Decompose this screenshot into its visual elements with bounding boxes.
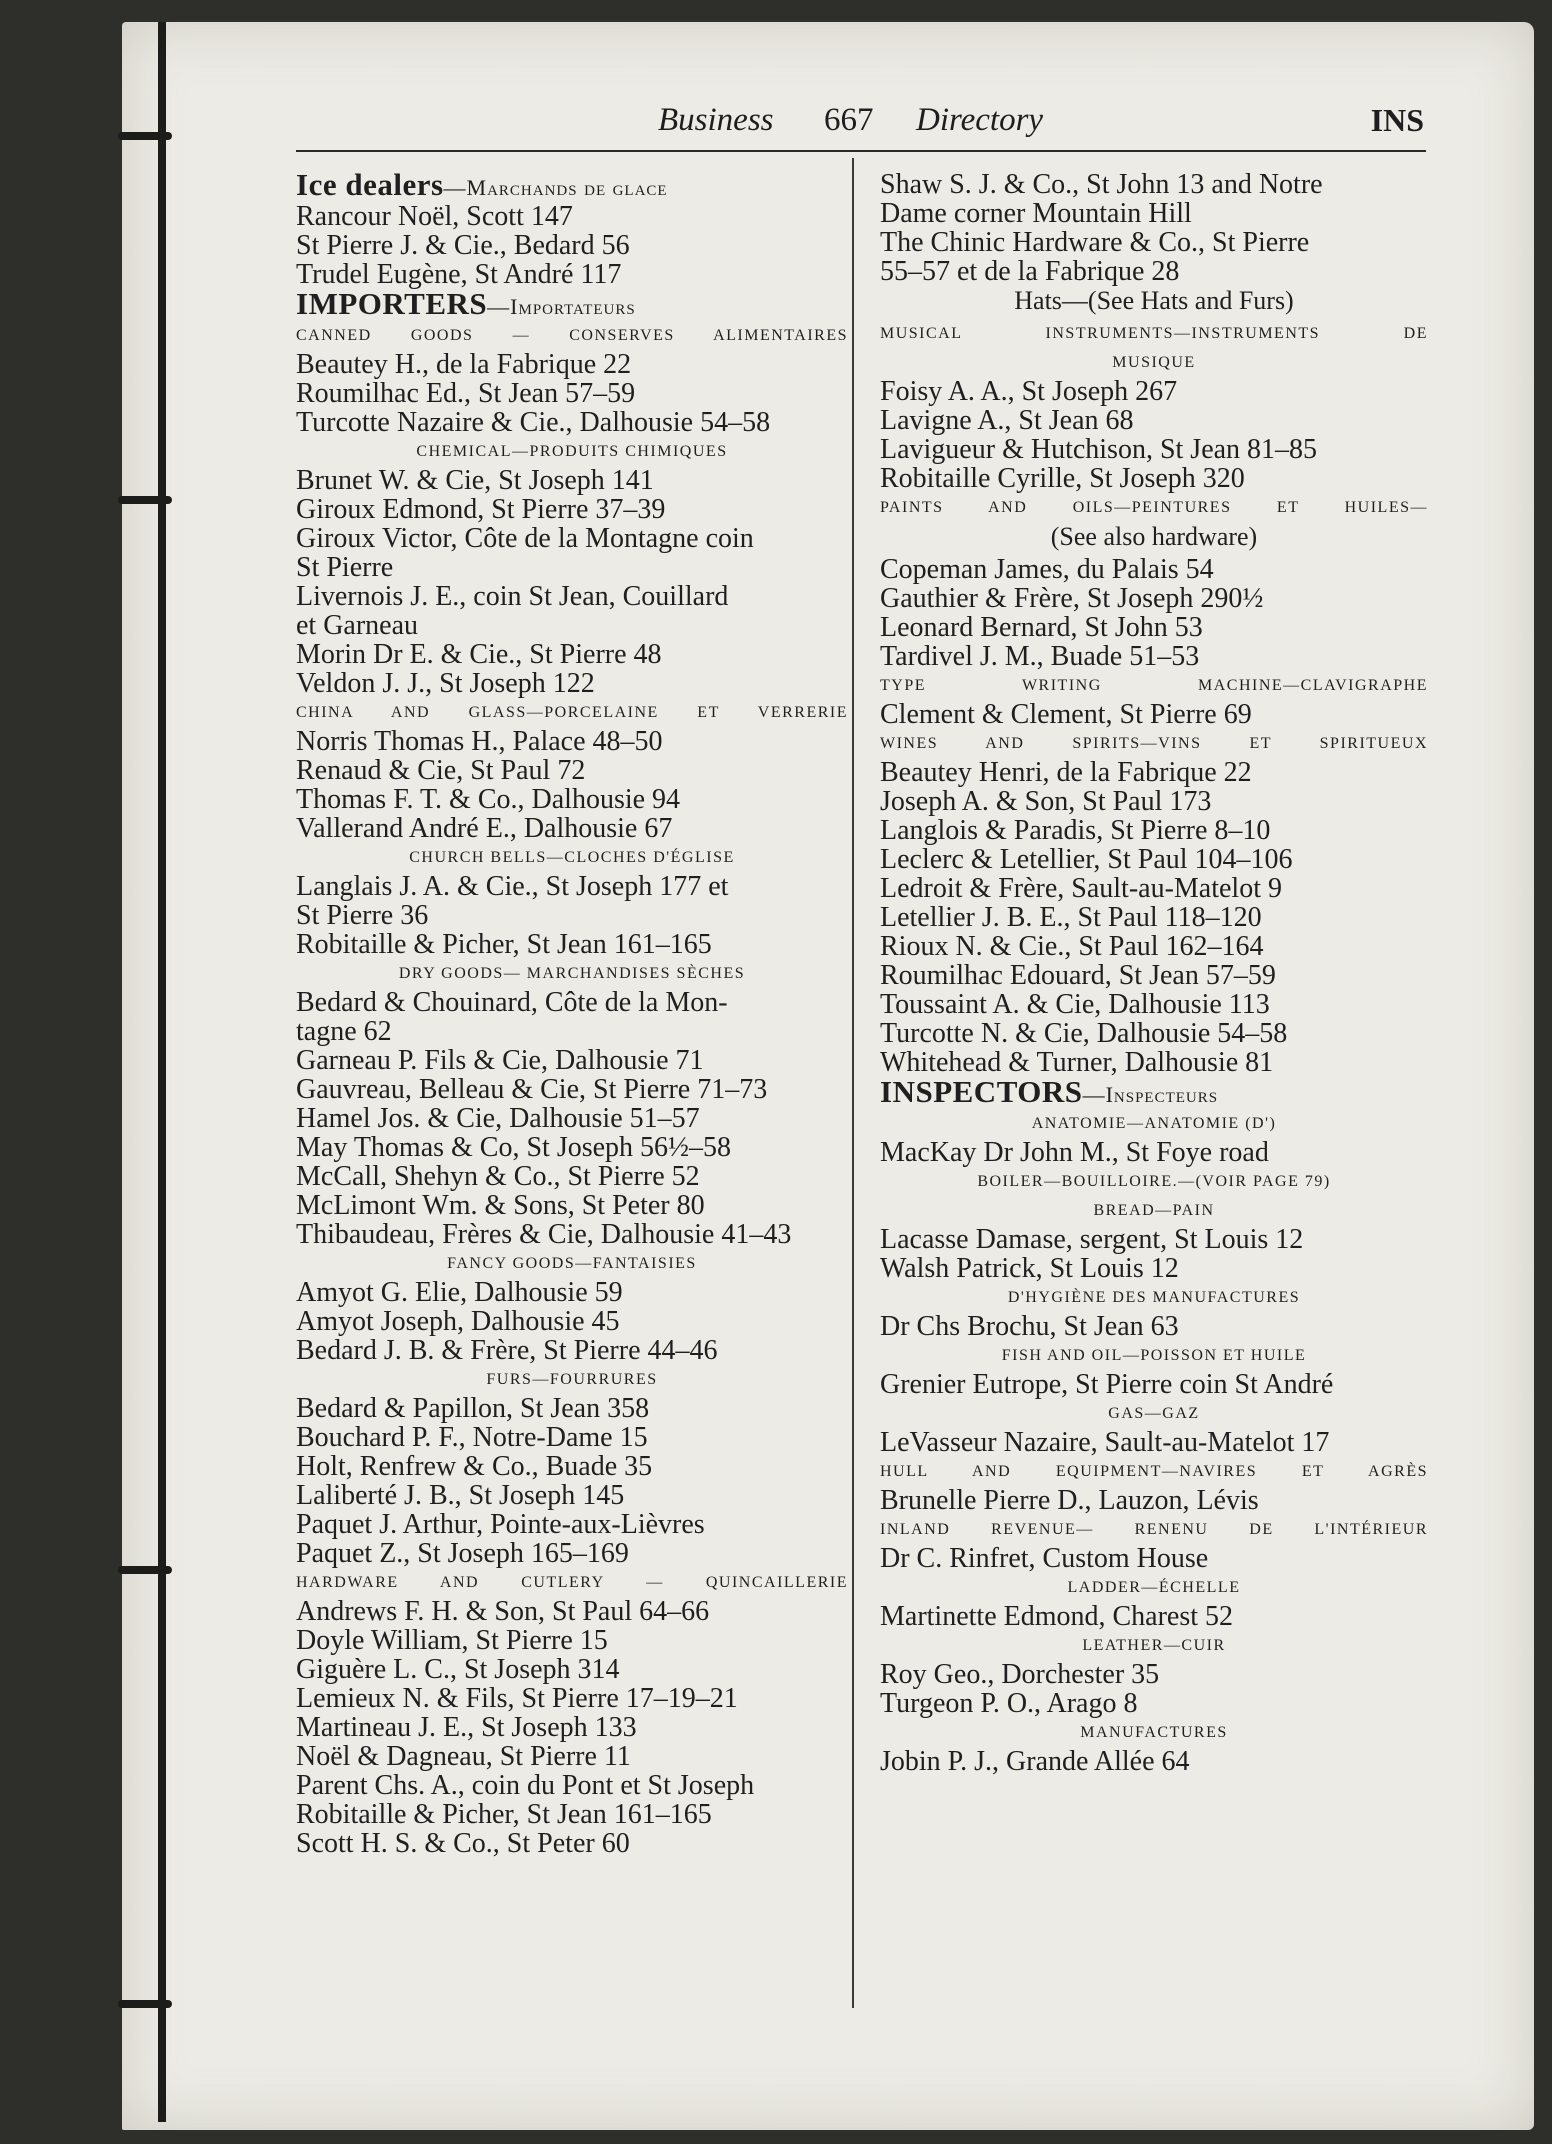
directory-entry: Langlais J. A. & Cie., St Joseph 177 et bbox=[296, 871, 729, 902]
section-heading bbox=[296, 167, 848, 202]
directory-entry: Doyle William, St Pierre 15 bbox=[296, 1625, 608, 1656]
directory-entry: Turgeon P. O., Arago 8 bbox=[880, 1688, 1138, 1719]
directory-entry: Robitaille Cyrille, St Joseph 320 bbox=[880, 463, 1245, 494]
section-heading-french: —Importateurs bbox=[487, 294, 636, 319]
directory-entry: Turcotte N. & Cie, Dalhousie 54–58 bbox=[880, 1018, 1288, 1049]
directory-entry: Turcotte Nazaire & Cie., Dalhousie 54–58 bbox=[296, 407, 771, 438]
directory-entry: LeVasseur Nazaire, Sault-au-Matelot 17 bbox=[880, 1427, 1330, 1458]
directory-entry: Bedard & Papillon, St Jean 358 bbox=[296, 1393, 650, 1424]
directory-entry: Whitehead & Turner, Dalhousie 81 bbox=[880, 1047, 1274, 1078]
left-column bbox=[296, 167, 848, 1859]
directory-entry: Livernois J. E., coin St Jean, Couillard bbox=[296, 581, 729, 612]
directory-entry: Veldon J. J., St Joseph 122 bbox=[296, 668, 595, 699]
directory-entry: Tardivel J. M., Buade 51–53 bbox=[880, 641, 1200, 672]
directory-entry: McCall, Shehyn & Co., St Pierre 52 bbox=[296, 1161, 700, 1192]
binding-staple bbox=[118, 2000, 172, 2008]
section-heading-french: —Inspecteurs bbox=[1082, 1082, 1219, 1107]
directory-entry: Giroux Edmond, St Pierre 37–39 bbox=[296, 494, 666, 525]
directory-entry: Amyot G. Elie, Dalhousie 59 bbox=[296, 1277, 623, 1308]
binding-staple bbox=[118, 496, 172, 504]
running-header bbox=[296, 96, 1428, 150]
category-subheading: FISH AND OIL—POISSON ET HUILE bbox=[1001, 1347, 1307, 1364]
category-subheading: TYPE WRITING MACHINE—CLAVIGRAPHE bbox=[880, 677, 1428, 694]
category-subheading: MANUFACTURES bbox=[1080, 1724, 1228, 1741]
directory-entry: Roumilhac Edouard, St Jean 57–59 bbox=[880, 960, 1276, 991]
directory-entry: Laliberté J. B., St Joseph 145 bbox=[296, 1480, 625, 1511]
directory-entry: St Pierre J. & Cie., Bedard 56 bbox=[296, 230, 630, 261]
category-subheading: LEATHER—CUIR bbox=[1082, 1637, 1226, 1654]
directory-entry: Roy Geo., Dorchester 35 bbox=[880, 1659, 1160, 1690]
category-subheading: PAINTS AND OILS—PEINTURES ET HUILES— bbox=[880, 499, 1428, 516]
category-subheading: GAS—GAZ bbox=[1108, 1405, 1200, 1422]
directory-entry: Paquet J. Arthur, Pointe-aux-Lièvres bbox=[296, 1509, 705, 1540]
header-rule bbox=[296, 150, 1426, 152]
entry-continuation: tagne 62 bbox=[296, 1016, 392, 1047]
binding-staple bbox=[118, 132, 172, 140]
directory-entry: Giguère L. C., St Joseph 314 bbox=[296, 1654, 620, 1685]
directory-entry: Scott H. S. & Co., St Peter 60 bbox=[296, 1828, 630, 1859]
directory-entry: Copeman James, du Palais 54 bbox=[880, 554, 1214, 585]
directory-entry: Bedard J. B. & Frère, St Pierre 44–46 bbox=[296, 1335, 718, 1366]
entry-continuation: et Garneau bbox=[296, 610, 419, 641]
directory-entry: MacKay Dr John M., St Foye road bbox=[880, 1137, 1269, 1168]
directory-entry: Roumilhac Ed., St Jean 57–59 bbox=[296, 378, 636, 409]
directory-entry: Beautey Henri, de la Fabrique 22 bbox=[880, 757, 1252, 788]
entry-continuation: St Pierre bbox=[296, 552, 394, 583]
entry-continuation: St Pierre 36 bbox=[296, 900, 429, 931]
entry-continuation: Dame corner Mountain Hill bbox=[880, 198, 1192, 229]
directory-entry: Lavigne A., St Jean 68 bbox=[880, 405, 1134, 436]
category-subheading: FANCY GOODS—FANTAISIES bbox=[447, 1255, 697, 1272]
category-subheading: FURS—FOURRURES bbox=[486, 1371, 658, 1388]
category-subheading: INLAND REVENUE— RENENU DE L'INTÉRIEUR bbox=[880, 1521, 1428, 1538]
directory-entry: Norris Thomas H., Palace 48–50 bbox=[296, 726, 663, 757]
directory-entry: The Chinic Hardware & Co., St Pierre bbox=[880, 227, 1310, 258]
directory-entry: Toussaint A. & Cie, Dalhousie 113 bbox=[880, 989, 1270, 1020]
running-title-left: Business bbox=[658, 102, 774, 138]
directory-entry: May Thomas & Co, St Joseph 56½–58 bbox=[296, 1132, 732, 1163]
directory-entry: Rancour Noël, Scott 147 bbox=[296, 201, 573, 232]
directory-entry: Lemieux N. & Fils, St Pierre 17–19–21 bbox=[296, 1683, 738, 1714]
directory-entry: Thibaudeau, Frères & Cie, Dalhousie 41–43 bbox=[296, 1219, 792, 1250]
directory-entry: Joseph A. & Son, St Paul 173 bbox=[880, 786, 1212, 817]
directory-entry: Rioux N. & Cie., St Paul 162–164 bbox=[880, 931, 1264, 962]
directory-entry: Vallerand André E., Dalhousie 67 bbox=[296, 813, 673, 844]
directory-entry: Walsh Patrick, St Louis 12 bbox=[880, 1253, 1179, 1284]
category-subheading: LADDER—ÉCHELLE bbox=[1067, 1579, 1241, 1596]
directory-entry: Parent Chs. A., coin du Pont et St Joseph bbox=[296, 1770, 755, 1801]
directory-entry: Lavigueur & Hutchison, St Jean 81–85 bbox=[880, 434, 1318, 465]
directory-entry: Dr Chs Brochu, St Jean 63 bbox=[880, 1311, 1179, 1342]
section-heading bbox=[880, 1074, 1428, 1109]
directory-entry: Foisy A. A., St Joseph 267 bbox=[880, 376, 1178, 407]
directory-entry: Gauvreau, Belleau & Cie, St Pierre 71–73 bbox=[296, 1074, 768, 1105]
section-heading-english: INSPECTORS bbox=[880, 1074, 1083, 1109]
directory-entry: Brunelle Pierre D., Lauzon, Lévis bbox=[880, 1485, 1259, 1516]
cross-reference-note bbox=[880, 522, 1428, 555]
directory-entry: Amyot Joseph, Dalhousie 45 bbox=[296, 1306, 620, 1337]
category-subheading: BREAD—PAIN bbox=[1093, 1202, 1215, 1219]
category-subheading: BOILER—BOUILLOIRE.—(VOIR PAGE 79) bbox=[977, 1173, 1331, 1190]
directory-entry: Lacasse Damase, sergent, St Louis 12 bbox=[880, 1224, 1304, 1255]
directory-entry: Shaw S. J. & Co., St John 13 and Notre bbox=[880, 169, 1323, 200]
directory-entry: Martineau J. E., St Joseph 133 bbox=[296, 1712, 637, 1743]
cross-reference-text: Hats—(See Hats and Furs) bbox=[1014, 286, 1294, 315]
cross-reference-note bbox=[880, 286, 1428, 319]
category-subheading: HARDWARE AND CUTLERY — QUINCAILLERIE bbox=[296, 1574, 848, 1591]
directory-entry: Ledroit & Frère, Sault-au-Matelot 9 bbox=[880, 873, 1282, 904]
directory-entry: Clement & Clement, St Pierre 69 bbox=[880, 699, 1252, 730]
directory-entry: Martinette Edmond, Charest 52 bbox=[880, 1601, 1234, 1632]
category-subheading: DRY GOODS— MARCHANDISES SÈCHES bbox=[398, 965, 746, 982]
category-subheading: D'HYGIÈNE DES MANUFACTURES bbox=[1007, 1289, 1301, 1306]
section-heading bbox=[296, 286, 848, 321]
category-subheading: MUSIQUE bbox=[1112, 354, 1196, 371]
page-number: 667 bbox=[824, 102, 874, 138]
directory-entry: Dr C. Rinfret, Custom House bbox=[880, 1543, 1209, 1574]
directory-entry: Trudel Eugène, St André 117 bbox=[296, 259, 622, 290]
section-heading-english: Ice dealers bbox=[296, 167, 444, 202]
category-subheading: MUSICAL INSTRUMENTS—INSTRUMENTS DE bbox=[880, 325, 1428, 342]
directory-entry: Morin Dr E. & Cie., St Pierre 48 bbox=[296, 639, 662, 670]
category-subheading: CANNED GOODS — CONSERVES ALIMENTAIRES bbox=[296, 327, 848, 344]
directory-entry: Bedard & Chouinard, Côte de la Mon- bbox=[296, 987, 728, 1018]
entry-continuation: 55–57 et de la Fabrique 28 bbox=[880, 256, 1180, 287]
guide-word: INS bbox=[1370, 102, 1424, 138]
binding-staple bbox=[118, 1566, 172, 1574]
directory-entry: Robitaille & Picher, St Jean 161–165 bbox=[296, 929, 712, 960]
directory-entry: Langlois & Paradis, St Pierre 8–10 bbox=[880, 815, 1271, 846]
directory-entry: Letellier J. B. E., St Paul 118–120 bbox=[880, 902, 1262, 933]
directory-entry: Beautey H., de la Fabrique 22 bbox=[296, 349, 632, 380]
directory-entry: Thomas F. T. & Co., Dalhousie 94 bbox=[296, 784, 681, 815]
directory-entry: Noël & Dagneau, St Pierre 11 bbox=[296, 1741, 631, 1772]
section-heading-french: —Marchands de glace bbox=[443, 175, 668, 200]
directory-entry: Paquet Z., St Joseph 165–169 bbox=[296, 1538, 629, 1569]
directory-entry: Renaud & Cie, St Paul 72 bbox=[296, 755, 586, 786]
directory-entry: Garneau P. Fils & Cie, Dalhousie 71 bbox=[296, 1045, 704, 1076]
binding-thread bbox=[158, 22, 166, 2122]
cross-reference-text: (See also hardware) bbox=[1050, 522, 1258, 551]
category-subheading: CHINA AND GLASS—PORCELAINE ET VERRERIE bbox=[296, 704, 848, 721]
category-subheading: WINES AND SPIRITS—VINS ET SPIRITUEUX bbox=[880, 735, 1428, 752]
column-divider bbox=[852, 158, 854, 2008]
directory-entry: Giroux Victor, Côte de la Montagne coin bbox=[296, 523, 754, 554]
directory-entry: Leonard Bernard, St John 53 bbox=[880, 612, 1203, 643]
right-column bbox=[880, 170, 1428, 1776]
directory-entry: McLimont Wm. & Sons, St Peter 80 bbox=[296, 1190, 705, 1221]
section-heading-english: IMPORTERS bbox=[296, 286, 488, 321]
category-subheading: CHURCH BELLS—CLOCHES D'ÉGLISE bbox=[409, 849, 735, 866]
directory-entry: Robitaille & Picher, St Jean 161–165 bbox=[296, 1799, 712, 1830]
category-subheading: HULL AND EQUIPMENT—NAVIRES ET AGRÈS bbox=[880, 1463, 1428, 1480]
running-title-right: Directory bbox=[916, 102, 1044, 138]
directory-entry: Holt, Renfrew & Co., Buade 35 bbox=[296, 1451, 653, 1482]
category-subheading: ANATOMIE—ANATOMIE (D') bbox=[1031, 1115, 1277, 1132]
category-subheading: CHEMICAL—PRODUITS CHIMIQUES bbox=[416, 443, 728, 460]
directory-entry: Brunet W. & Cie, St Joseph 141 bbox=[296, 465, 654, 496]
directory-entry: Jobin P. J., Grande Allée 64 bbox=[880, 1746, 1190, 1777]
directory-entry: Gauthier & Frère, St Joseph 290½ bbox=[880, 583, 1264, 614]
directory-entry: Leclerc & Letellier, St Paul 104–106 bbox=[880, 844, 1293, 875]
directory-entry: Hamel Jos. & Cie, Dalhousie 51–57 bbox=[296, 1103, 700, 1134]
directory-entry: Bouchard P. F., Notre-Dame 15 bbox=[296, 1422, 648, 1453]
directory-entry: Andrews F. H. & Son, St Paul 64–66 bbox=[296, 1596, 710, 1627]
directory-entry: Grenier Eutrope, St Pierre coin St André bbox=[880, 1369, 1334, 1400]
